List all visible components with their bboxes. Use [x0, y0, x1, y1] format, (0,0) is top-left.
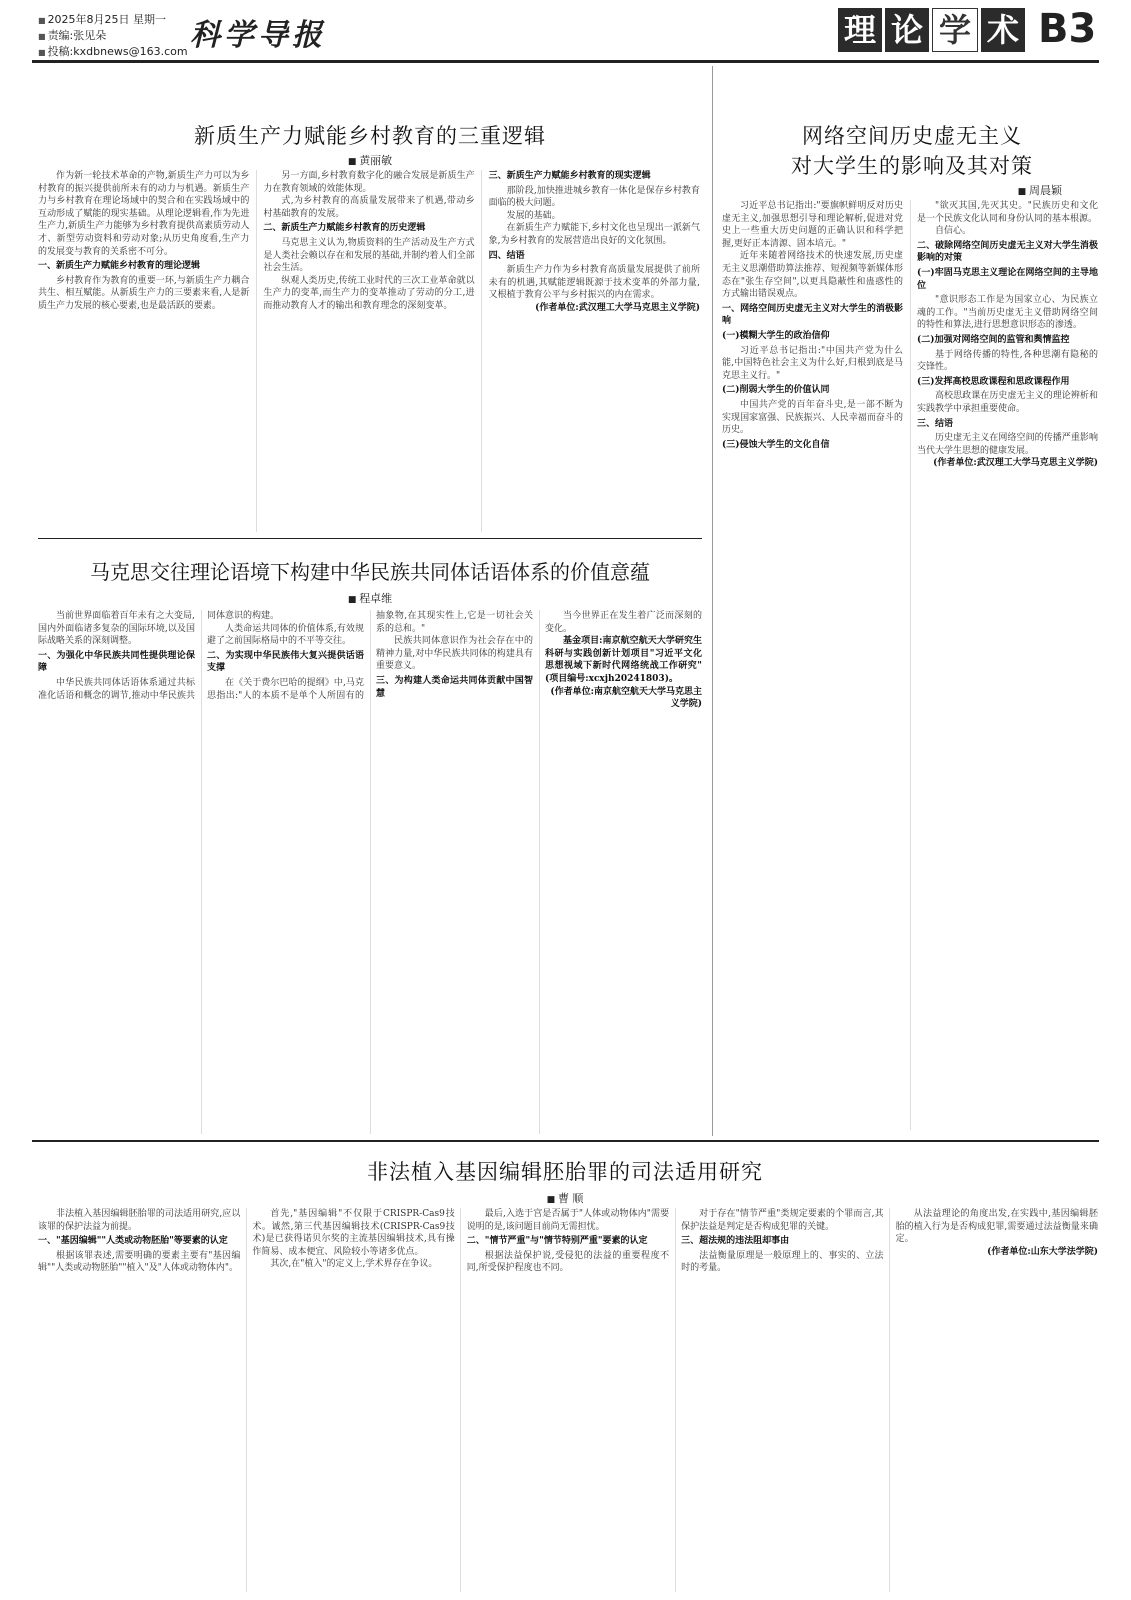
section-heading: 二、为实现中华民族伟大复兴提供话语支撑: [207, 650, 364, 674]
section-heading: 三、新质生产力赋能乡村教育的现实逻辑: [488, 171, 651, 181]
issue-date: ■ 2025年8月25日 星期一: [38, 12, 188, 28]
page-meta: [38, 12, 188, 60]
article-3-body: [38, 610, 702, 1134]
section-heading: 一、为强化中华民族共同性提供理论保障: [38, 650, 195, 674]
section-char-1: 理: [838, 8, 882, 52]
paragraph: 新质生产力作为乡村教育高质量发展提供了前所未有的机遇,其赋能逻辑既源于技术变革的外部力量,又根植于教育公平与乡村振兴的内在需求。: [488, 265, 700, 301]
section-char-4: 术: [981, 8, 1025, 52]
paragraph: 习近平总书记指出:"中国共产党为什么能,中国特色社会主义为什么好,归根到底是马克思主义行。": [722, 345, 903, 381]
sub-heading: (二)削弱大学生的价值认同: [722, 385, 830, 396]
article-1-author: ■ 黄丽敏: [40, 152, 700, 168]
article-2-title-line2: 对大学生的影响及其对策: [791, 154, 1033, 178]
paragraph: 作为新一轮技术革命的产物,新质生产力可以为乡村教育的振兴提供前所未有的动力与机遇。新质生产力与乡村教育在理论场域中的契合和在实践场域中的互动形成了赋能的现实基础。从理论逻辑看,作为先进生产力,新质生产力能够为乡村教育提供高素质劳动人才、新型劳动资料和劳动对象;从历史角度看,生产力的发展变与教育的关系密不可分。: [38, 171, 250, 257]
paragraph: 高校思政课在历史虚无主义的理论辨析和实践教学中承担重要使命。: [917, 391, 1098, 414]
paragraph: 那阶段,加快推进城乡教育一体化是保存乡村教育面临的极大问题。: [488, 185, 700, 209]
article-1-title: 新质生产力赋能乡村教育的三重逻辑: [194, 124, 546, 148]
paragraph: 根据法益保护说,受侵犯的法益的重要程度不同,所受保护程度也不同。: [466, 1250, 670, 1274]
paragraph: 从法益理论的角度出发,在实践中,基因编辑胚胎的植入行为是否构成犯罪,需要通过法益衡量来确定。: [895, 1209, 1098, 1245]
paragraph: 其次,在"植入"的定义上,学术界存在争议。: [270, 1259, 438, 1270]
section-heading: 一、新质生产力赋能乡村教育的理论逻辑: [38, 261, 201, 272]
paragraph: 对于存在"情节严重"类规定要素的个罪而言,其保护法益是判定是否构成犯罪的关键。: [681, 1209, 884, 1232]
paragraph: 中国共产党的百年奋斗史,是一部不断为实现国家富强、民族振兴、人民幸福而奋斗的历史。: [722, 399, 903, 436]
paragraph: 当今世界正在发生着广泛而深刻的变化。: [545, 611, 702, 634]
paragraph: 习近平总书记指出:"要旗帜鲜明反对历史虚无主义,加强思想引导和理论解析,促进对党史上一些重大历史问题的正确认识和科学把握,更好正本清源、固本培元。": [722, 201, 903, 249]
sub-heading: (一)模糊大学生的政治信仰: [722, 330, 830, 341]
section-heading: 一、网络空间历史虚无主义对大学生的消极影响: [722, 303, 903, 327]
article-3-author: ■ 程卓维: [38, 590, 702, 606]
paragraph: 基于网络传播的特性,各种思潮有隐秘的交锋性。: [917, 349, 1098, 373]
article-divider: [38, 538, 702, 539]
masthead-logo: 科学导报: [190, 18, 326, 53]
sub-heading: (三)侵蚀大学生的文化自信: [722, 439, 830, 450]
section-heading: 二、"情节严重"与"情节特别严重"要素的认定: [466, 1236, 648, 1247]
paragraph: "意识形态工作是为国家立心、为民族立魂的工作。"当前历史虚无主义借助网络空间的特性和算法,进行思想意识形态的渗透。: [917, 295, 1098, 331]
article-1-body: [38, 170, 700, 532]
section-heading: 二、新质生产力赋能乡村教育的历史逻辑: [263, 223, 426, 234]
paragraph: 乡村教育作为教育的重要一环,与新质生产力耦合共生、相互赋能。从新质生产力的三要素来看,人是新质生产力发展的核心要素,也是最活跃的要素。: [38, 275, 250, 311]
section-title: [838, 8, 1028, 52]
section-heading: 三、为构建人类命运共同体贡献中国智慧: [376, 675, 533, 699]
paragraph: 近年来随着网络技术的快速发展,历史虚无主义思潮借助算法推荐、短视频等新媒体形态在"张生存空间",以更具隐蔽性和蛊惑性的方式输出错误观点。: [722, 251, 903, 300]
section-heading: 三、结语: [917, 418, 954, 429]
article-4-title: 非法植入基因编辑胚胎罪的司法适用研究: [367, 1160, 763, 1184]
section-heading: 一、"基因编辑""人类或动物胚胎"等要素的认定: [38, 1236, 228, 1247]
sub-heading: (三)发挥高校思政课程和思政课程作用: [917, 376, 1070, 387]
section-char-3: 学: [932, 8, 978, 52]
section-char-2: 论: [885, 8, 929, 52]
paragraph: 在新质生产力赋能下,乡村文化也呈现出一派新气象,为乡村教育的发展营造出良好的文化氛围。: [488, 223, 700, 246]
paragraph: 历史虚无主义在网络空间的传播严重影响当代大学生思想的健康发展。: [917, 433, 1098, 456]
paragraph: 中华民族共同体话语体系通过共标准化话语和概念的调节,推动中华民族共同体意识的构建。: [38, 611, 280, 701]
article-1-affiliation: (作者单位:武汉理工大学马克思主义学院): [535, 302, 700, 313]
paragraph: 在《关于费尔巴哈的提纲》中,马克思指出:"人的本质不是单个人所固有的抽象物,在其现实性上,它是一切社会关系的总和。": [207, 611, 533, 701]
paragraph: "欲灭其国,先灭其史。"民族历史和文化是一个民族文化认同和身份认同的基本根源。: [917, 201, 1098, 224]
sub-heading: (二)加强对网络空间的监管和舆情监控: [917, 334, 1070, 345]
paragraph: 自信心。: [935, 226, 972, 237]
submission-email: ■ 投稿:kxdbnews@163.com: [38, 44, 188, 60]
funding-note: 基金项目:南京航空航天大学研究生科研与实践创新计划项目"习近平文化思想视域下新时代网络统战工作研究"(项目编号:xcxjh20241803)。: [545, 636, 702, 684]
article-4-author: ■ 曹 顺: [240, 1190, 890, 1206]
page-number: B3: [1038, 6, 1097, 52]
paragraph: 民族共同体意识作为社会存在中的精神力量,对中华民族共同体的构建具有重要意义。: [376, 636, 533, 672]
sub-heading: (一)牢固马克思主义理论在网络空间的主导地位: [917, 267, 1098, 291]
article-2-title-line1: 网络空间历史虚无主义: [802, 124, 1022, 148]
paragraph: 首先,"基因编辑"不仅限于CRISPR-Cas9技术。诚然,第三代基因编辑技术(CRISPR-Cas9技术)是已获得诺贝尔奖的主流基因编辑技术,具有操作简易、成本便宜、风险较小等诸多优点。: [252, 1209, 455, 1257]
paragraph: 最后,入选于宫是否属于"人体或动物体内"需要说明的是,该问题目前尚无需担忧。: [466, 1209, 670, 1232]
editor-credit: ■ 责编:张见朵: [38, 28, 188, 44]
paragraph: 纵观人类历史,传统工业时代的三次工业革命就以生产力的变革,而生产力的变革推动了劳动的分工,进而推动教育人才的输出和教育理念的深刻变革。: [263, 275, 475, 311]
paragraph: 式,为乡村教育的高质量发展带来了机遇,带动乡村基础教育的发展。: [263, 196, 475, 219]
paragraph: 非法植入基因编辑胚胎罪的司法适用研究,应以该罪的保护法益为前提。: [38, 1209, 241, 1232]
paragraph: 人类命运共同体的价值体系,有效规避了之前国际格局中的不平等交往。: [207, 623, 364, 647]
section-heading: 二、破除网络空间历史虚无主义对大学生消极影响的对策: [917, 240, 1098, 264]
section-heading: 四、结语: [488, 250, 525, 261]
paragraph: 法益衡量原理是一般原理上的、事实的、立法时的考量。: [681, 1250, 884, 1274]
column-divider: [712, 66, 713, 1136]
paragraph: 根据该罪表述,需要明确的要素主要有"基因编辑""人类或动物胚胎""植入"及"人体或动物体内"。: [38, 1250, 241, 1274]
paragraph: 当前世界面临着百年未有之大变局,国内外面临诸多复杂的国际环境,以及国际战略关系的深刻调整。: [38, 611, 195, 647]
header-rule: [32, 60, 1099, 63]
paragraph: 另一方面,乡村教育数字化的融合发展是新质生产力在教育领域的效能体现。: [263, 171, 475, 194]
article-3-title: 马克思交往理论语境下构建中华民族共同体话语体系的价值意蕴: [90, 560, 650, 584]
article-4-affiliation: (作者单位:山东大学法学院): [987, 1246, 1098, 1257]
article-3-affiliation: (作者单位:南京航空航天大学马克思主义学院): [550, 686, 702, 710]
section-heading: 三、超法规的违法阻却事由: [681, 1236, 790, 1247]
paragraph: 发展的基础。: [506, 210, 561, 221]
paragraph: 马克思主义认为,物质资料的生产活动及生产方式是人类社会赖以存在和发展的基础,并制约着人们全部社会生活。: [263, 237, 475, 274]
article-2-affiliation: (作者单位:武汉理工大学马克思主义学院): [933, 458, 1098, 469]
article-4-body: [38, 1208, 1098, 1592]
article-2-author: ■ 周晨颖: [722, 182, 1102, 198]
bottom-section-rule: [32, 1140, 1099, 1142]
article-2-body: [722, 200, 1098, 1130]
